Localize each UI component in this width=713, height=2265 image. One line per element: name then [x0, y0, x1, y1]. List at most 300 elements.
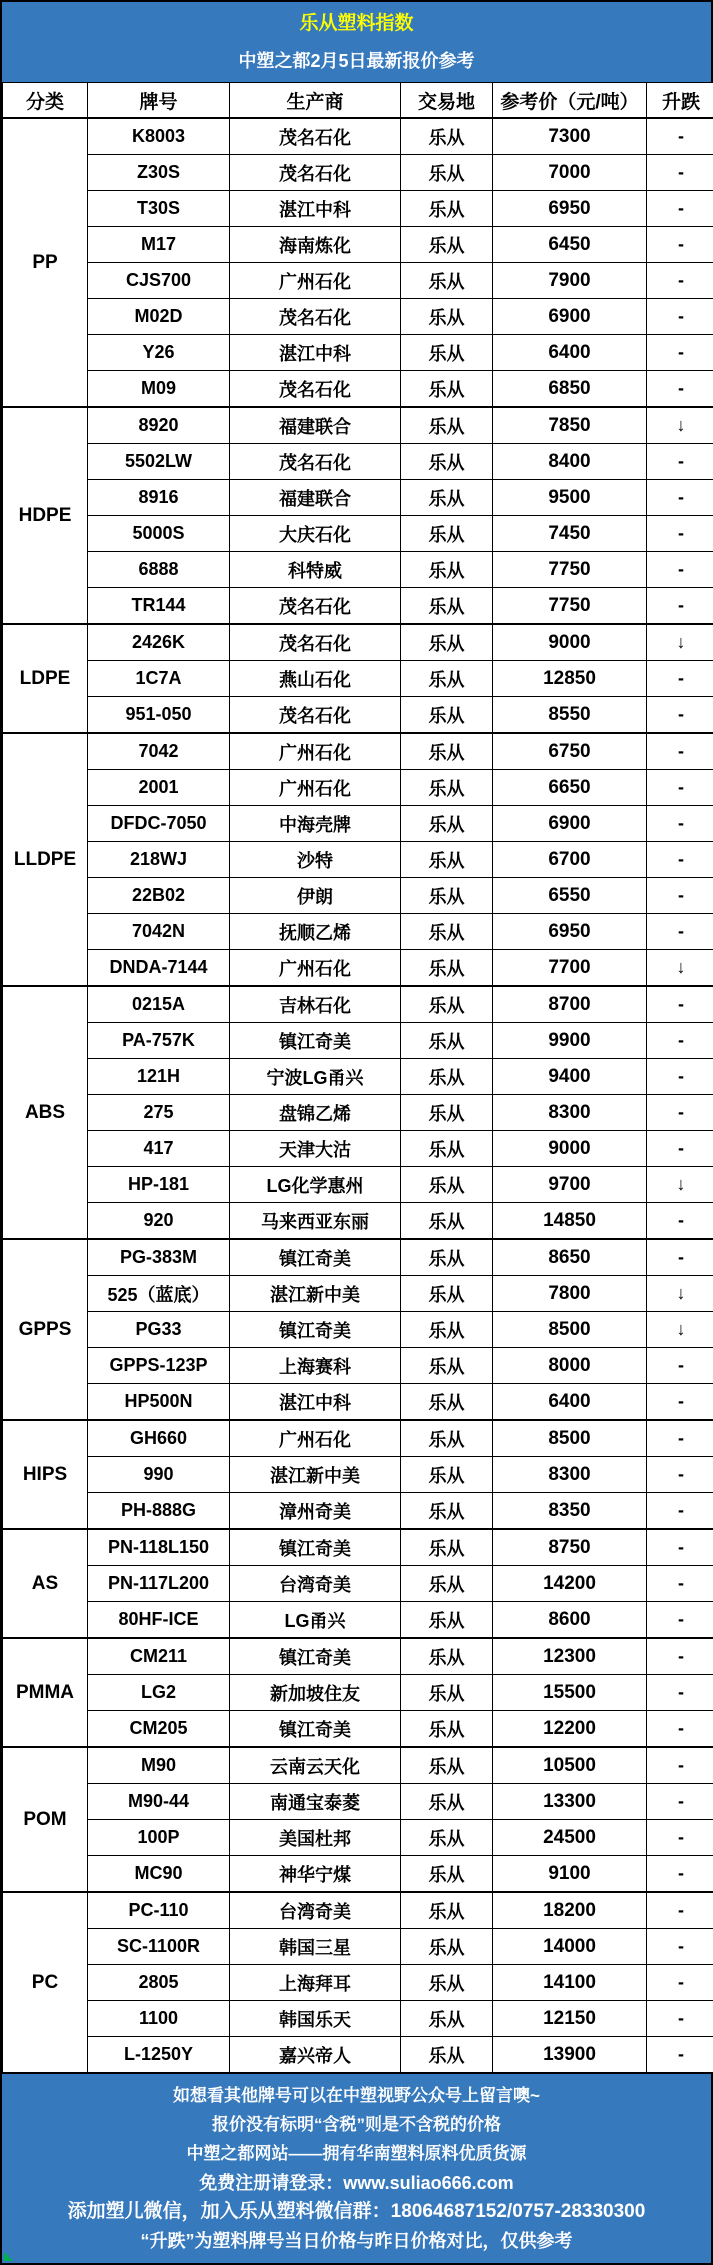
price-cell: 8750 [493, 1529, 647, 1566]
brand-cell: 951-050 [88, 697, 230, 734]
producer-cell: 美国杜邦 [230, 1820, 401, 1856]
price-cell: 13300 [493, 1784, 647, 1820]
market-cell: 乐从 [401, 1095, 493, 1131]
brand-cell: M90-44 [88, 1784, 230, 1820]
producer-cell: 湛江中科 [230, 191, 401, 227]
change-cell: - [647, 1203, 713, 1240]
price-cell: 15500 [493, 1675, 647, 1711]
market-cell: 乐从 [401, 1856, 493, 1893]
change-cell: - [647, 986, 713, 1023]
market-cell: 乐从 [401, 661, 493, 697]
table-row [3, 588, 713, 625]
producer-cell: 大庆石化 [230, 516, 401, 552]
market-cell: 乐从 [401, 2037, 493, 2074]
footer-note-tax: 报价没有标明“含税”则是不含税的价格 [212, 2115, 501, 2134]
producer-cell: 南通宝泰菱 [230, 1784, 401, 1820]
market-cell: 乐从 [401, 1348, 493, 1384]
change-cell: - [647, 1711, 713, 1748]
producer-cell: 上海拜耳 [230, 1965, 401, 2001]
brand-cell: PG33 [88, 1312, 230, 1348]
change-cell: - [647, 1420, 713, 1457]
price-cell: 7900 [493, 263, 647, 299]
change-cell: - [647, 1856, 713, 1893]
market-cell: 乐从 [401, 1276, 493, 1312]
brand-cell: DFDC-7050 [88, 806, 230, 842]
market-cell: 乐从 [401, 444, 493, 480]
change-cell: ↓ [647, 624, 713, 661]
brand-cell: T30S [88, 191, 230, 227]
price-cell: 8700 [493, 986, 647, 1023]
market-cell: 乐从 [401, 1965, 493, 2001]
market-cell: 乐从 [401, 914, 493, 950]
price-cell: 14100 [493, 1965, 647, 2001]
footer-note-leave-message: 如想看其他牌号可以在中塑视野公众号上留言噢~ [173, 2086, 540, 2105]
producer-cell: 漳州奇美 [230, 1493, 401, 1530]
brand-cell: PC-110 [88, 1892, 230, 1929]
change-cell: - [647, 480, 713, 516]
market-cell: 乐从 [401, 371, 493, 408]
change-cell: - [647, 516, 713, 552]
market-cell: 乐从 [401, 1131, 493, 1167]
table-row [3, 1312, 713, 1348]
price-cell: 9700 [493, 1167, 647, 1203]
category-cell: HIPS [3, 1420, 88, 1529]
brand-cell: GPPS-123P [88, 1348, 230, 1384]
producer-cell: 广州石化 [230, 770, 401, 806]
table-row [3, 1239, 713, 1276]
table-row [3, 661, 713, 697]
producer-cell: 广州石化 [230, 733, 401, 770]
market-cell: 乐从 [401, 624, 493, 661]
table-row [3, 950, 713, 987]
change-cell: - [647, 1602, 713, 1639]
brand-cell: 100P [88, 1820, 230, 1856]
market-cell: 乐从 [401, 1638, 493, 1675]
price-cell: 8000 [493, 1348, 647, 1384]
price-cell: 6950 [493, 191, 647, 227]
brand-cell: PA-757K [88, 1023, 230, 1059]
market-cell: 乐从 [401, 1167, 493, 1203]
brand-cell: 5502LW [88, 444, 230, 480]
change-cell: - [647, 444, 713, 480]
producer-cell: 镇江奇美 [230, 1239, 401, 1276]
price-cell: 6400 [493, 1384, 647, 1421]
category-cell: GPPS [3, 1239, 88, 1420]
table-row [3, 227, 713, 263]
category-cell: HDPE [3, 407, 88, 624]
change-cell: - [647, 1638, 713, 1675]
price-cell: 24500 [493, 1820, 647, 1856]
brand-cell: 7042N [88, 914, 230, 950]
change-cell: - [647, 1493, 713, 1530]
brand-cell: TR144 [88, 588, 230, 625]
category-cell: PMMA [3, 1638, 88, 1747]
top-banner [2, 2, 711, 82]
producer-cell: 燕山石化 [230, 661, 401, 697]
page-subtitle: 中塑之都2月5日最新报价参考 [238, 51, 475, 71]
market-cell: 乐从 [401, 1059, 493, 1095]
footer-note-wechat-contact: 添加塑儿微信，加入乐从塑料微信群：18064687152/0757-28330300 [67, 2201, 646, 2222]
market-cell: 乐从 [401, 770, 493, 806]
brand-cell: M09 [88, 371, 230, 408]
table-row [3, 1602, 713, 1639]
brand-cell: 2426K [88, 624, 230, 661]
market-cell: 乐从 [401, 950, 493, 987]
table-row [3, 263, 713, 299]
brand-cell: 7042 [88, 733, 230, 770]
change-cell: - [647, 2001, 713, 2037]
table-row [3, 1131, 713, 1167]
brand-cell: 5000S [88, 516, 230, 552]
price-cell: 7800 [493, 1276, 647, 1312]
price-cell: 7750 [493, 588, 647, 625]
table-row [3, 986, 713, 1023]
market-cell: 乐从 [401, 806, 493, 842]
price-cell: 8300 [493, 1095, 647, 1131]
market-cell: 乐从 [401, 155, 493, 191]
table-row [3, 1566, 713, 1602]
price-cell: 8500 [493, 1312, 647, 1348]
change-cell: - [647, 661, 713, 697]
price-table [2, 82, 713, 2074]
price-cell: 9500 [493, 480, 647, 516]
category-cell: PP [3, 118, 88, 407]
price-cell: 8400 [493, 444, 647, 480]
price-cell: 6900 [493, 299, 647, 335]
change-cell: - [647, 697, 713, 734]
table-row [3, 335, 713, 371]
table-row [3, 1059, 713, 1095]
col-header-category: 分类 [3, 83, 88, 119]
brand-cell: K8003 [88, 118, 230, 155]
col-header-producer: 生产商 [230, 83, 401, 119]
table-row [3, 480, 713, 516]
brand-cell: M90 [88, 1747, 230, 1784]
market-cell: 乐从 [401, 480, 493, 516]
price-cell: 9000 [493, 1131, 647, 1167]
market-cell: 乐从 [401, 227, 493, 263]
market-cell: 乐从 [401, 1239, 493, 1276]
producer-cell: 马来西亚东丽 [230, 1203, 401, 1240]
table-row [3, 842, 713, 878]
price-cell: 6550 [493, 878, 647, 914]
price-cell: 14200 [493, 1566, 647, 1602]
table-row [3, 697, 713, 734]
price-cell: 12150 [493, 2001, 647, 2037]
brand-cell: 0215A [88, 986, 230, 1023]
market-cell: 乐从 [401, 516, 493, 552]
price-cell: 6900 [493, 806, 647, 842]
market-cell: 乐从 [401, 191, 493, 227]
producer-cell: 茂名石化 [230, 588, 401, 625]
table-row [3, 371, 713, 408]
table-row [3, 733, 713, 770]
change-cell: - [647, 552, 713, 588]
producer-cell: 茂名石化 [230, 624, 401, 661]
market-cell: 乐从 [401, 1747, 493, 1784]
market-cell: 乐从 [401, 263, 493, 299]
change-cell: ↓ [647, 1167, 713, 1203]
table-row [3, 1095, 713, 1131]
brand-cell: 1C7A [88, 661, 230, 697]
market-cell: 乐从 [401, 1493, 493, 1530]
category-cell: POM [3, 1747, 88, 1892]
table-row [3, 2001, 713, 2037]
market-cell: 乐从 [401, 118, 493, 155]
table-row [3, 1929, 713, 1965]
producer-cell: 广州石化 [230, 1420, 401, 1457]
table-row [3, 1276, 713, 1312]
price-cell: 8350 [493, 1493, 647, 1530]
price-cell: 9400 [493, 1059, 647, 1095]
producer-cell: 湛江新中美 [230, 1276, 401, 1312]
page-title: 乐从塑料指数 [299, 13, 414, 34]
price-cell: 14000 [493, 1929, 647, 1965]
change-cell: - [647, 371, 713, 408]
change-cell: - [647, 1892, 713, 1929]
producer-cell: LG甬兴 [230, 1602, 401, 1639]
price-cell: 7850 [493, 407, 647, 444]
table-header-row [3, 83, 713, 119]
market-cell: 乐从 [401, 299, 493, 335]
category-cell: PC [3, 1892, 88, 2073]
market-cell: 乐从 [401, 1023, 493, 1059]
producer-cell: 福建联合 [230, 407, 401, 444]
producer-cell: 盘锦乙烯 [230, 1095, 401, 1131]
producer-cell: 中海壳牌 [230, 806, 401, 842]
brand-cell: PH-888G [88, 1493, 230, 1530]
producer-cell: 镇江奇美 [230, 1023, 401, 1059]
market-cell: 乐从 [401, 335, 493, 371]
change-cell: - [647, 335, 713, 371]
brand-cell: Z30S [88, 155, 230, 191]
market-cell: 乐从 [401, 878, 493, 914]
brand-cell: PN-117L200 [88, 1566, 230, 1602]
producer-cell: 湛江中科 [230, 335, 401, 371]
market-cell: 乐从 [401, 1675, 493, 1711]
green-corner-triangle-icon [4, 2252, 13, 2261]
producer-cell: 镇江奇美 [230, 1312, 401, 1348]
bottom-banner [2, 2074, 711, 2263]
price-cell: 6700 [493, 842, 647, 878]
producer-cell: 吉林石化 [230, 986, 401, 1023]
table-row [3, 914, 713, 950]
producer-cell: 广州石化 [230, 950, 401, 987]
change-cell: - [647, 263, 713, 299]
market-cell: 乐从 [401, 1892, 493, 1929]
change-cell: - [647, 842, 713, 878]
producer-cell: 湛江中科 [230, 1384, 401, 1421]
brand-cell: PG-383M [88, 1239, 230, 1276]
category-cell: LDPE [3, 624, 88, 733]
price-cell: 9900 [493, 1023, 647, 1059]
table-row [3, 118, 713, 155]
brand-cell: CM205 [88, 1711, 230, 1748]
producer-cell: 台湾奇美 [230, 1566, 401, 1602]
table-row [3, 1420, 713, 1457]
footer-note-change-explanation: “升跌”为塑料牌号当日价格与昨日价格对比，仅供参考 [140, 2231, 573, 2251]
footer-note-website: 中塑之都网站——拥有华南塑料原料优质货源 [186, 2144, 527, 2163]
change-cell: - [647, 914, 713, 950]
market-cell: 乐从 [401, 1457, 493, 1493]
market-cell: 乐从 [401, 1529, 493, 1566]
producer-cell: 天津大沽 [230, 1131, 401, 1167]
market-cell: 乐从 [401, 733, 493, 770]
table-row [3, 444, 713, 480]
producer-cell: 科特威 [230, 552, 401, 588]
change-cell: - [647, 1384, 713, 1421]
table-row [3, 155, 713, 191]
price-cell: 9000 [493, 624, 647, 661]
producer-cell: 海南炼化 [230, 227, 401, 263]
market-cell: 乐从 [401, 1566, 493, 1602]
price-cell: 18200 [493, 1892, 647, 1929]
market-cell: 乐从 [401, 552, 493, 588]
brand-cell: 80HF-ICE [88, 1602, 230, 1639]
market-cell: 乐从 [401, 1384, 493, 1421]
producer-cell: 上海赛科 [230, 1348, 401, 1384]
market-cell: 乐从 [401, 588, 493, 625]
market-cell: 乐从 [401, 697, 493, 734]
table-row [3, 1638, 713, 1675]
change-cell: - [647, 1059, 713, 1095]
producer-cell: 湛江新中美 [230, 1457, 401, 1493]
table-row [3, 1384, 713, 1421]
producer-cell: LG化学惠州 [230, 1167, 401, 1203]
price-cell: 6650 [493, 770, 647, 806]
table-row [3, 1965, 713, 2001]
price-cell: 8650 [493, 1239, 647, 1276]
market-cell: 乐从 [401, 1820, 493, 1856]
price-cell: 8550 [493, 697, 647, 734]
table-row [3, 1747, 713, 1784]
change-cell: - [647, 1348, 713, 1384]
change-cell: - [647, 1529, 713, 1566]
brand-cell: 417 [88, 1131, 230, 1167]
category-cell: ABS [3, 986, 88, 1239]
producer-cell: 镇江奇美 [230, 1638, 401, 1675]
table-row [3, 191, 713, 227]
market-cell: 乐从 [401, 2001, 493, 2037]
change-cell: - [647, 588, 713, 625]
change-cell: - [647, 1457, 713, 1493]
change-cell: - [647, 155, 713, 191]
change-cell: - [647, 878, 713, 914]
change-cell: - [647, 2037, 713, 2074]
price-cell: 8500 [493, 1420, 647, 1457]
change-cell: - [647, 1023, 713, 1059]
producer-cell: 茂名石化 [230, 118, 401, 155]
brand-cell: 218WJ [88, 842, 230, 878]
change-cell: - [647, 1784, 713, 1820]
producer-cell: 新加坡住友 [230, 1675, 401, 1711]
brand-cell: 920 [88, 1203, 230, 1240]
brand-cell: 2805 [88, 1965, 230, 2001]
change-cell: - [647, 1747, 713, 1784]
table-row [3, 1203, 713, 1240]
price-cell: 9100 [493, 1856, 647, 1893]
change-cell: ↓ [647, 1276, 713, 1312]
table-row [3, 878, 713, 914]
market-cell: 乐从 [401, 842, 493, 878]
producer-cell: 福建联合 [230, 480, 401, 516]
table-row [3, 1023, 713, 1059]
brand-cell: M02D [88, 299, 230, 335]
price-cell: 7450 [493, 516, 647, 552]
brand-cell: M17 [88, 227, 230, 263]
brand-cell: 275 [88, 1095, 230, 1131]
producer-cell: 广州石化 [230, 263, 401, 299]
change-cell: - [647, 299, 713, 335]
table-row [3, 1167, 713, 1203]
table-row [3, 299, 713, 335]
producer-cell: 云南云天化 [230, 1747, 401, 1784]
producer-cell: 镇江奇美 [230, 1711, 401, 1748]
table-row [3, 1856, 713, 1893]
change-cell: - [647, 1566, 713, 1602]
change-cell: - [647, 733, 713, 770]
table-row [3, 552, 713, 588]
change-cell: - [647, 1929, 713, 1965]
price-cell: 8600 [493, 1602, 647, 1639]
category-cell: LLDPE [3, 733, 88, 986]
change-cell: - [647, 1820, 713, 1856]
market-cell: 乐从 [401, 1312, 493, 1348]
price-cell: 6750 [493, 733, 647, 770]
col-header-market: 交易地 [401, 83, 493, 119]
brand-cell: CJS700 [88, 263, 230, 299]
table-row [3, 1784, 713, 1820]
price-cell: 8300 [493, 1457, 647, 1493]
market-cell: 乐从 [401, 1602, 493, 1639]
producer-cell: 抚顺乙烯 [230, 914, 401, 950]
brand-cell: PN-118L150 [88, 1529, 230, 1566]
market-cell: 乐从 [401, 407, 493, 444]
producer-cell: 茂名石化 [230, 371, 401, 408]
price-cell: 6850 [493, 371, 647, 408]
table-row [3, 1493, 713, 1530]
footer-note-register-url: 免费注册请登录：www.suliao666.com [199, 2173, 514, 2193]
brand-cell: HP500N [88, 1384, 230, 1421]
table-row [3, 1675, 713, 1711]
change-cell: - [647, 1131, 713, 1167]
col-header-change: 升跌 [647, 83, 713, 119]
col-header-brand: 牌号 [88, 83, 230, 119]
change-cell: ↓ [647, 407, 713, 444]
table-row [3, 770, 713, 806]
brand-cell: MC90 [88, 1856, 230, 1893]
brand-cell: LG2 [88, 1675, 230, 1711]
change-cell: - [647, 118, 713, 155]
change-cell: - [647, 1095, 713, 1131]
price-cell: 6950 [493, 914, 647, 950]
price-cell: 13900 [493, 2037, 647, 2074]
brand-cell: L-1250Y [88, 2037, 230, 2074]
category-cell: AS [3, 1529, 88, 1638]
table-row [3, 624, 713, 661]
producer-cell: 神华宁煤 [230, 1856, 401, 1893]
producer-cell: 茂名石化 [230, 444, 401, 480]
brand-cell: HP-181 [88, 1167, 230, 1203]
price-cell: 6400 [493, 335, 647, 371]
change-cell: - [647, 191, 713, 227]
table-row [3, 806, 713, 842]
table-row [3, 407, 713, 444]
brand-cell: 8916 [88, 480, 230, 516]
producer-cell: 茂名石化 [230, 155, 401, 191]
table-row [3, 2037, 713, 2074]
brand-cell: 1100 [88, 2001, 230, 2037]
